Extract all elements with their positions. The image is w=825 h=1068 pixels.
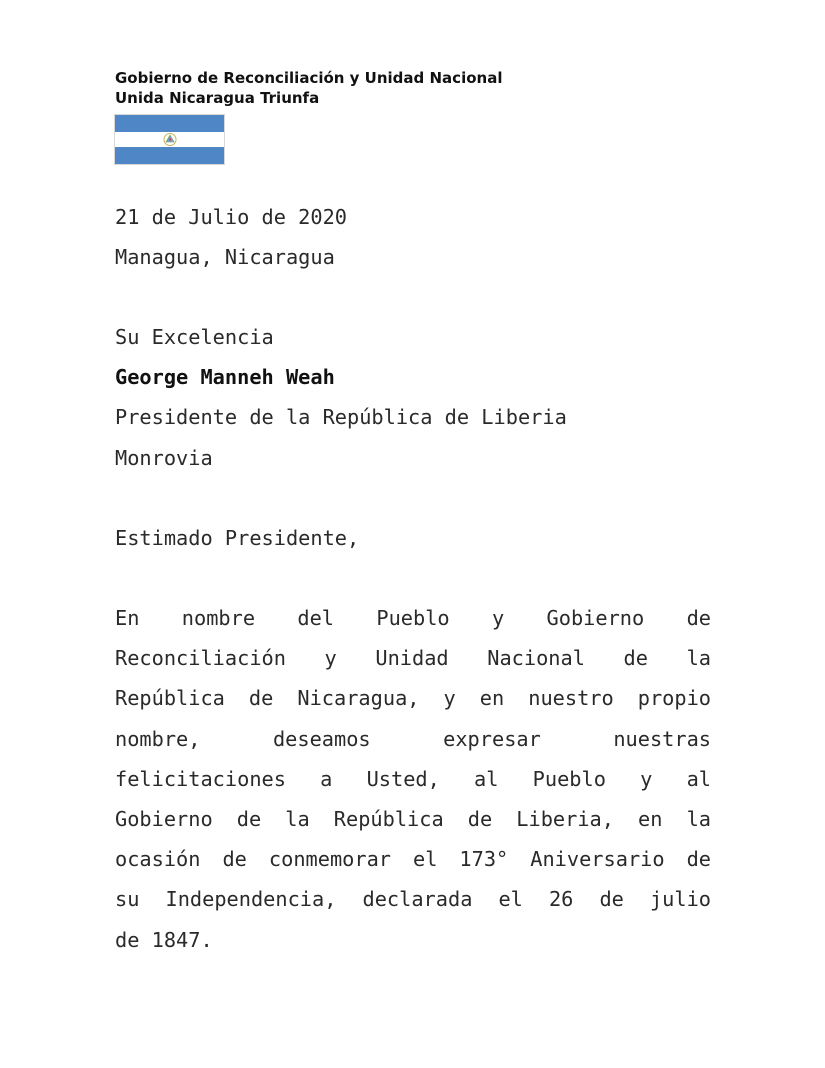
recipient-position: Presidente de la República de Liberia	[115, 405, 567, 430]
letter-place: Managua, Nicaragua	[115, 245, 335, 270]
date-place-block	[115, 197, 711, 277]
salutation-block	[115, 518, 711, 558]
recipient-city: Monrovia	[115, 445, 213, 470]
paragraph-line: Reconciliación y Unidad Nacional de la	[115, 646, 711, 671]
recipient-name: George Manneh Weah	[115, 365, 335, 390]
paragraph-line: ocasión de conmemorar el 173° Aniversario de	[115, 847, 711, 872]
nicaragua-flag-icon	[114, 114, 225, 165]
letter-paragraph	[115, 598, 711, 960]
letterhead-slogan: Unida Nicaragua Triunfa	[115, 89, 320, 107]
paragraph-line: de 1847.	[115, 927, 213, 952]
letterhead	[115, 68, 502, 108]
paragraph-line: En nombre del Pueblo y Gobierno de	[115, 606, 711, 630]
recipient-block	[115, 317, 711, 478]
letterhead-government-name: Gobierno de Reconciliación y Unidad Nacional	[115, 69, 503, 87]
paragraph-line: felicitaciones a Usted, al Pueblo y al	[115, 766, 711, 791]
paragraph-line: nombre, deseamos expresar nuestras	[115, 726, 711, 751]
coat-of-arms-emblem	[115, 132, 225, 147]
paragraph-line: República de Nicaragua, y en nuestro propio	[115, 686, 711, 711]
letter-date: 21 de Julio de 2020	[115, 205, 347, 229]
paragraph-line: Gobierno de la República de Liberia, en la	[115, 806, 711, 831]
salutation: Estimado Presidente,	[115, 526, 360, 550]
paragraph-line: su Independencia, declarada el 26 de julio	[115, 887, 711, 912]
recipient-title: Su Excelencia	[115, 325, 274, 349]
